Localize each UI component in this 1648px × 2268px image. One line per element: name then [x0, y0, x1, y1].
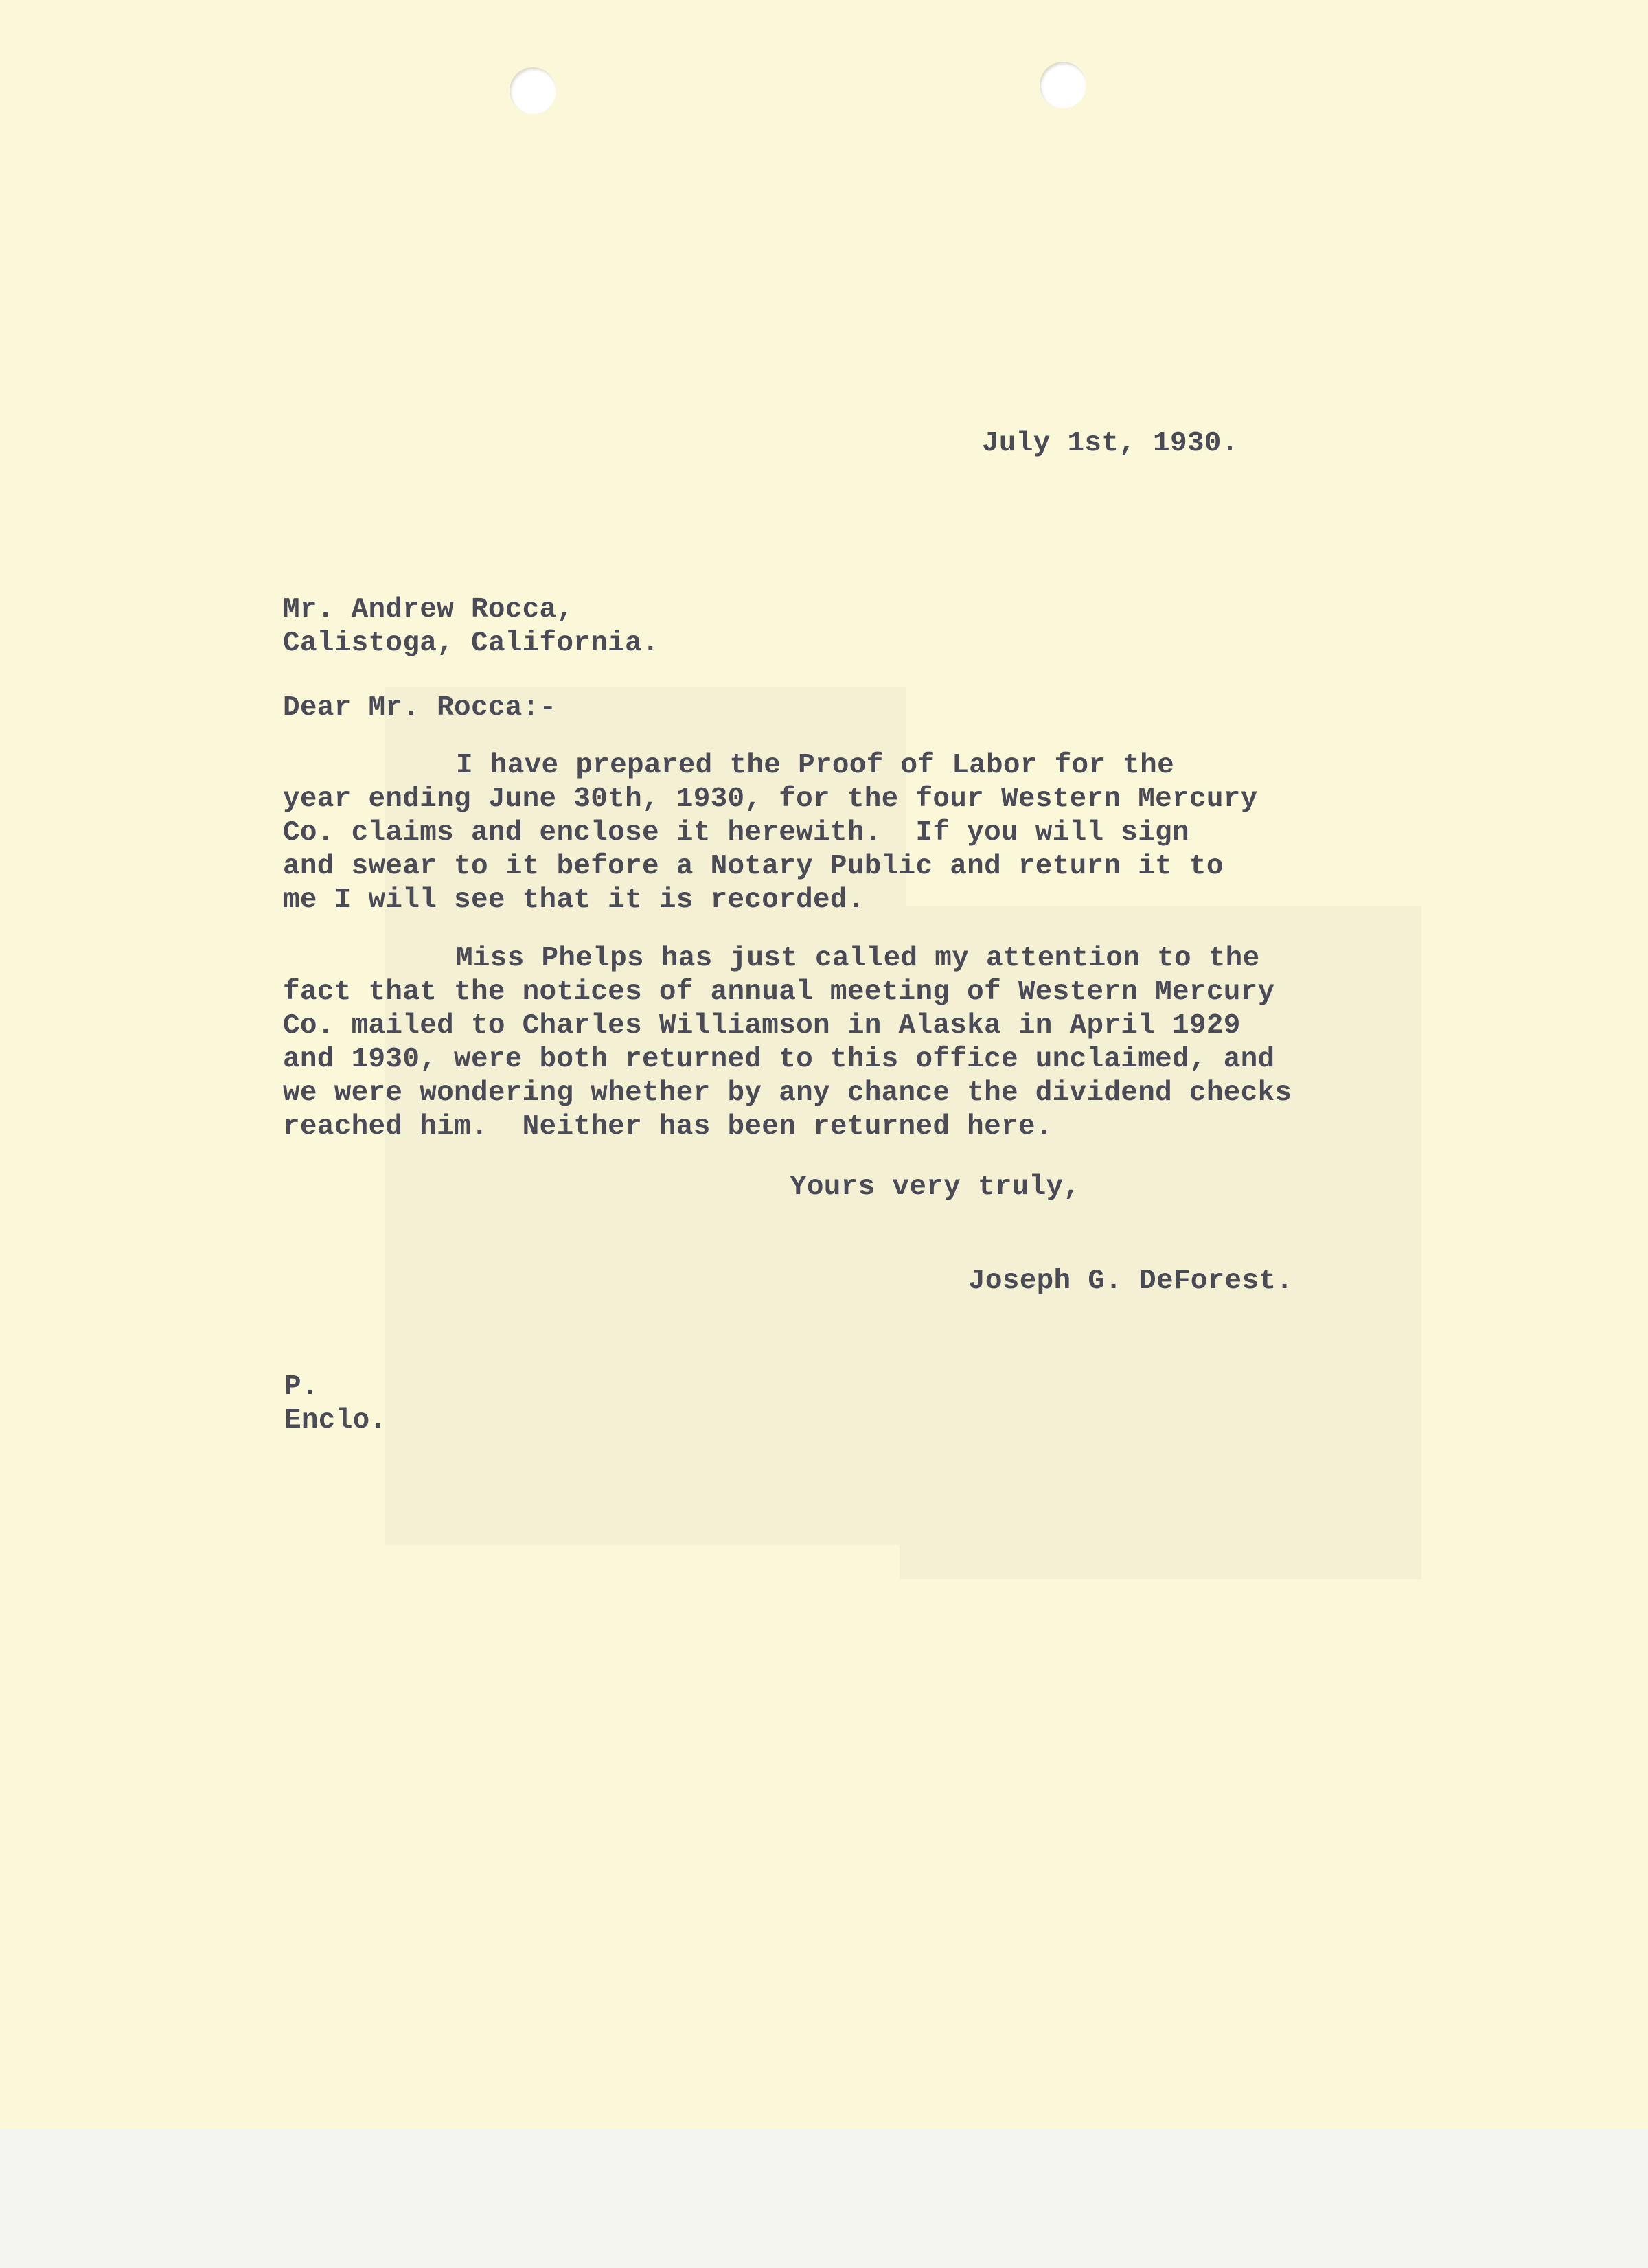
signature-name: Joseph G. DeForest.	[968, 1265, 1294, 1297]
letter-date: July 1st, 1930.	[982, 428, 1239, 459]
paragraph-line: Co. claims and enclose it herewith. If you will sign	[283, 817, 1189, 849]
scan-background-strip	[0, 2129, 1648, 2268]
paragraph-line: and swear to it before a Notary Public and return it to	[283, 851, 1224, 882]
paragraph-line: reached him. Neither has been returned here.	[283, 1111, 1053, 1143]
punch-hole	[510, 67, 556, 114]
typist-initials: P.	[284, 1371, 319, 1403]
body-paragraph	[283, 749, 1258, 917]
paragraph-line: year ending June 30th, 1930, for the four Western Mercury	[283, 783, 1258, 815]
body-paragraph	[283, 942, 1292, 1144]
paragraph-line: and 1930, were both returned to this office unclaimed, and	[283, 1044, 1275, 1075]
recipient-location: Calistoga, California.	[283, 628, 659, 659]
paragraph-line: me I will see that it is recorded.	[283, 884, 865, 916]
paragraph-line: I have prepared the Proof of Labor for the	[456, 750, 1174, 781]
complimentary-close: Yours very truly,	[790, 1171, 1081, 1203]
punch-hole	[1040, 62, 1086, 108]
recipient-name: Mr. Andrew Rocca,	[283, 594, 574, 626]
paragraph-line: we were wondering whether by any chance the dividend checks	[283, 1077, 1292, 1109]
enclosure-note: Enclo.	[284, 1405, 387, 1436]
paragraph-line: Co. mailed to Charles Williamson in Alaska in April 1929	[283, 1010, 1241, 1042]
paragraph-line: Miss Phelps has just called my attention to the	[456, 943, 1260, 974]
paragraph-line: fact that the notices of annual meeting of Western Mercury	[283, 976, 1275, 1008]
salutation: Dear Mr. Rocca:-	[283, 692, 557, 724]
